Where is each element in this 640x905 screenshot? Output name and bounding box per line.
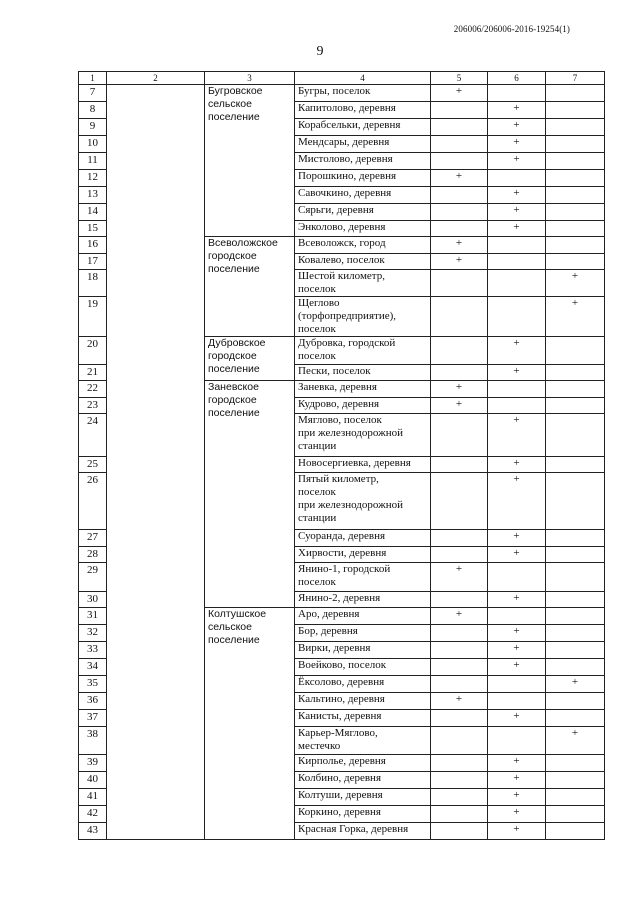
locality-name: Вирки, деревня (295, 642, 431, 659)
mark-c6 (488, 398, 546, 414)
mark-c6: + (488, 547, 546, 563)
row-number-text: 27 (87, 531, 98, 543)
mark-c6: + (488, 102, 546, 119)
locality-name: Суоранда, деревня (295, 530, 431, 547)
mark-c6 (488, 563, 546, 592)
mark-c6 (488, 693, 546, 710)
row-number-text: 40 (87, 773, 98, 785)
locality-name: Пятый километр, поселок при железнодорожной станции (295, 473, 431, 530)
mark-c5 (431, 625, 488, 642)
column-header: 3 (205, 72, 295, 85)
locality-name: Янино-1, городской поселок (295, 563, 431, 592)
row-number (79, 789, 107, 806)
row-number-text: 28 (87, 548, 98, 560)
row-number-text: 31 (87, 609, 98, 621)
locality-name: Колбино, деревня (295, 772, 431, 789)
column-header: 4 (295, 72, 431, 85)
mark-c7 (546, 659, 605, 676)
mark-c5 (431, 710, 488, 727)
mark-c6: + (488, 414, 546, 457)
row-number (79, 414, 107, 457)
mark-c7 (546, 204, 605, 221)
column-header: 1 (79, 72, 107, 85)
mark-c6 (488, 237, 546, 254)
mark-c6: + (488, 457, 546, 473)
locality-name: Корабсельки, деревня (295, 119, 431, 136)
mark-c5: + (431, 398, 488, 414)
mark-c7 (546, 254, 605, 270)
mark-c5 (431, 297, 488, 337)
locality-name: Кирполье, деревня (295, 755, 431, 772)
mark-c5 (431, 119, 488, 136)
row-number (79, 563, 107, 592)
row-number (79, 297, 107, 337)
table-body (79, 85, 605, 840)
row-number (79, 659, 107, 676)
row-number-text: 13 (87, 188, 98, 200)
mark-c7 (546, 414, 605, 457)
table-row (79, 85, 605, 102)
mark-c7 (546, 608, 605, 625)
mark-c5 (431, 547, 488, 563)
row-number-text: 43 (87, 824, 98, 836)
mark-c5 (431, 270, 488, 297)
row-number (79, 727, 107, 755)
settlements-table (78, 71, 605, 840)
locality-name: Шестой километр, поселок (295, 270, 431, 297)
locality-name: Аро, деревня (295, 608, 431, 625)
row-number (79, 398, 107, 414)
mark-c6 (488, 170, 546, 187)
settlement-cell: Бугровское сельское поселение (205, 85, 295, 237)
locality-name: Сярьги, деревня (295, 204, 431, 221)
page-number: 9 (316, 44, 324, 59)
mark-c7 (546, 530, 605, 547)
mark-c6: + (488, 625, 546, 642)
mark-c6: + (488, 755, 546, 772)
row-number-text: 11 (87, 154, 98, 166)
row-number-text: 8 (89, 103, 96, 115)
locality-name: Бугры, поселок (295, 85, 431, 102)
row-number (79, 676, 107, 693)
row-number (79, 85, 107, 102)
mark-c7 (546, 473, 605, 530)
row-number-text: 19 (87, 298, 98, 310)
row-number-text: 39 (87, 756, 98, 768)
mark-c6 (488, 270, 546, 297)
row-number (79, 187, 107, 204)
locality-name: Кудрово, деревня (295, 398, 431, 414)
row-number (79, 170, 107, 187)
row-number-text: 35 (87, 677, 98, 689)
row-number (79, 457, 107, 473)
row-number-text: 22 (87, 382, 98, 394)
mark-c7 (546, 642, 605, 659)
row-number (79, 254, 107, 270)
mark-c5: + (431, 381, 488, 398)
mark-c6 (488, 381, 546, 398)
mark-c5 (431, 530, 488, 547)
settlement-cell: Колтушское сельское поселение (205, 608, 295, 840)
mark-c6: + (488, 530, 546, 547)
row-number (79, 270, 107, 297)
mark-c7 (546, 337, 605, 365)
row-number-text: 30 (87, 593, 98, 605)
mark-c5 (431, 642, 488, 659)
row-number (79, 547, 107, 563)
mark-c6: + (488, 710, 546, 727)
mark-c5 (431, 473, 488, 530)
row-number (79, 592, 107, 608)
mark-c7: + (546, 270, 605, 297)
row-number-text: 25 (87, 458, 98, 470)
mark-c6: + (488, 642, 546, 659)
mark-c5: + (431, 237, 488, 254)
row-number (79, 710, 107, 727)
row-number (79, 473, 107, 530)
row-number (79, 119, 107, 136)
mark-c6: + (488, 592, 546, 608)
row-number-text: 33 (87, 643, 98, 655)
locality-name: Пески, поселок (295, 365, 431, 381)
row-number-text: 42 (87, 807, 98, 819)
mark-c7 (546, 592, 605, 608)
column-header: 5 (431, 72, 488, 85)
mark-c5 (431, 659, 488, 676)
mark-c7: + (546, 297, 605, 337)
row-number (79, 823, 107, 840)
locality-name: Коркино, деревня (295, 806, 431, 823)
mark-c6: + (488, 659, 546, 676)
mark-c7 (546, 221, 605, 237)
row-number-text: 32 (87, 626, 98, 638)
row-number (79, 365, 107, 381)
column-header: 6 (488, 72, 546, 85)
row-number (79, 136, 107, 153)
locality-name: Воейково, поселок (295, 659, 431, 676)
locality-name: Хирвости, деревня (295, 547, 431, 563)
row-number (79, 381, 107, 398)
locality-name: Ковалево, поселок (295, 254, 431, 270)
mark-c6: + (488, 187, 546, 204)
mark-c5: + (431, 563, 488, 592)
locality-name: Капитолово, деревня (295, 102, 431, 119)
mark-c6: + (488, 473, 546, 530)
mark-c7 (546, 365, 605, 381)
mark-c5 (431, 755, 488, 772)
mark-c7 (546, 806, 605, 823)
mark-c7 (546, 625, 605, 642)
locality-name: Канисты, деревня (295, 710, 431, 727)
mark-c7 (546, 823, 605, 840)
locality-name: Кальтино, деревня (295, 693, 431, 710)
mark-c7 (546, 187, 605, 204)
locality-name: Савочкино, деревня (295, 187, 431, 204)
mark-c7 (546, 381, 605, 398)
row-number-text: 24 (87, 415, 98, 427)
settlement-cell: Заневское городское поселение (205, 381, 295, 608)
mark-c6: + (488, 806, 546, 823)
row-number (79, 625, 107, 642)
mark-c5 (431, 823, 488, 840)
locality-name: Энколово, деревня (295, 221, 431, 237)
locality-name: Новосергиевка, деревня (295, 457, 431, 473)
mark-c7 (546, 136, 605, 153)
locality-name: Янино-2, деревня (295, 592, 431, 608)
mark-c6: + (488, 204, 546, 221)
mark-c5 (431, 221, 488, 237)
mark-c6 (488, 297, 546, 337)
mark-c6: + (488, 119, 546, 136)
mark-c7 (546, 789, 605, 806)
row-number (79, 102, 107, 119)
row-number-text: 29 (87, 564, 98, 576)
row-number-text: 15 (87, 222, 98, 234)
mark-c6 (488, 727, 546, 755)
row-number-text: 26 (87, 474, 98, 486)
row-number-text: 16 (87, 238, 98, 250)
mark-c6: + (488, 136, 546, 153)
locality-name: Всеволожск, город (295, 237, 431, 254)
mark-c5 (431, 136, 488, 153)
locality-name: Карьер-Мяглово, местечко (295, 727, 431, 755)
column-header: 2 (107, 72, 205, 85)
mark-c7 (546, 170, 605, 187)
row-number-text: 41 (87, 790, 98, 802)
row-number-text: 10 (87, 137, 98, 149)
mark-c7 (546, 102, 605, 119)
locality-name: Мистолово, деревня (295, 153, 431, 170)
row-number-text: 23 (87, 399, 98, 411)
mark-c7 (546, 547, 605, 563)
district-cell (107, 85, 205, 840)
locality-name: Красная Горка, деревня (295, 823, 431, 840)
settlement-cell: Всеволожское городское поселение (205, 237, 295, 337)
mark-c7 (546, 457, 605, 473)
row-number-text: 18 (87, 271, 98, 283)
mark-c7: + (546, 727, 605, 755)
mark-c7: + (546, 676, 605, 693)
mark-c6: + (488, 789, 546, 806)
row-number (79, 693, 107, 710)
row-number (79, 204, 107, 221)
row-number-text: 14 (87, 205, 98, 217)
mark-c5 (431, 772, 488, 789)
mark-c5 (431, 457, 488, 473)
mark-c5 (431, 789, 488, 806)
mark-c7 (546, 237, 605, 254)
mark-c5: + (431, 693, 488, 710)
mark-c5 (431, 676, 488, 693)
row-number (79, 772, 107, 789)
settlement-cell: Дубровское городское поселение (205, 337, 295, 381)
locality-name: Заневка, деревня (295, 381, 431, 398)
mark-c6 (488, 254, 546, 270)
mark-c7 (546, 693, 605, 710)
mark-c7 (546, 119, 605, 136)
mark-c5 (431, 153, 488, 170)
locality-name: Мяглово, поселок при железнодорожной станции (295, 414, 431, 457)
row-number-text: 37 (87, 711, 98, 723)
mark-c6 (488, 85, 546, 102)
mark-c5 (431, 592, 488, 608)
row-number (79, 530, 107, 547)
row-number-text: 36 (87, 694, 98, 706)
row-number-text: 38 (87, 728, 98, 740)
row-number-text: 21 (87, 366, 98, 378)
locality-name: Мендсары, деревня (295, 136, 431, 153)
mark-c7 (546, 153, 605, 170)
mark-c7 (546, 755, 605, 772)
row-number (79, 642, 107, 659)
row-number (79, 237, 107, 254)
mark-c6: + (488, 153, 546, 170)
mark-c6: + (488, 365, 546, 381)
mark-c5 (431, 414, 488, 457)
locality-name: Порошкино, деревня (295, 170, 431, 187)
mark-c6: + (488, 772, 546, 789)
column-header: 7 (546, 72, 605, 85)
mark-c6: + (488, 823, 546, 840)
mark-c5 (431, 365, 488, 381)
row-number (79, 608, 107, 625)
locality-name: Ёксолово, деревня (295, 676, 431, 693)
row-number (79, 755, 107, 772)
row-number (79, 153, 107, 170)
mark-c7 (546, 563, 605, 592)
mark-c6 (488, 676, 546, 693)
mark-c7 (546, 710, 605, 727)
mark-c5: + (431, 170, 488, 187)
row-number-text: 7 (89, 86, 96, 98)
mark-c6: + (488, 221, 546, 237)
row-number (79, 337, 107, 365)
row-number-text: 12 (87, 171, 98, 183)
mark-c5 (431, 727, 488, 755)
row-number (79, 221, 107, 237)
mark-c5 (431, 204, 488, 221)
mark-c5: + (431, 85, 488, 102)
locality-name: Колтуши, деревня (295, 789, 431, 806)
row-number (79, 806, 107, 823)
row-number-text: 34 (87, 660, 98, 672)
row-number-text: 17 (87, 255, 98, 267)
mark-c6 (488, 608, 546, 625)
mark-c6: + (488, 337, 546, 365)
mark-c5: + (431, 254, 488, 270)
header-row (79, 72, 605, 85)
locality-name: Щеглово (торфопредприятие), поселок (295, 297, 431, 337)
mark-c5 (431, 806, 488, 823)
mark-c5: + (431, 608, 488, 625)
mark-c7 (546, 398, 605, 414)
mark-c5 (431, 187, 488, 204)
row-number-text: 9 (89, 120, 96, 132)
mark-c5 (431, 102, 488, 119)
mark-c5 (431, 337, 488, 365)
row-number-text: 20 (87, 338, 98, 350)
locality-name: Бор, деревня (295, 625, 431, 642)
document-id: 206006/206006-2016-19254(1) (453, 24, 570, 34)
mark-c7 (546, 772, 605, 789)
locality-name: Дубровка, городской поселок (295, 337, 431, 365)
mark-c7 (546, 85, 605, 102)
